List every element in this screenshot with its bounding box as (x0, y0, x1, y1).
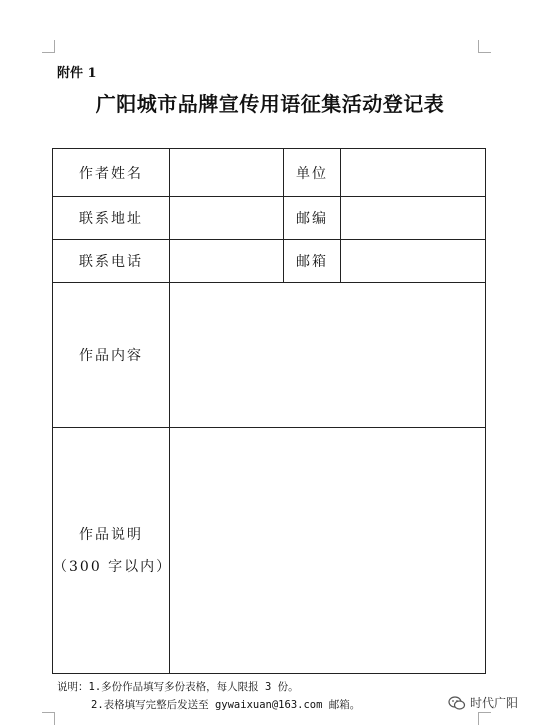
address-label: 联系地址 (53, 197, 170, 240)
content-field[interactable] (170, 283, 486, 428)
watermark-text: 时代广阳 (470, 696, 519, 710)
postcode-label: 邮编 (284, 197, 341, 240)
attachment-label: 附件 1 (57, 66, 97, 81)
watermark (448, 694, 518, 711)
table-row (53, 283, 486, 428)
description-label-cell (53, 428, 173, 674)
description-limit: （300 字以内） (53, 558, 173, 575)
crop-mark-top-right (478, 40, 491, 53)
registration-form-table (52, 148, 486, 674)
unit-field[interactable] (341, 149, 486, 197)
content-label: 作品内容 (53, 283, 170, 428)
table-row (53, 149, 486, 197)
description-label: 作品说明 (79, 526, 143, 543)
phone-field[interactable] (170, 240, 284, 283)
email-field[interactable] (341, 240, 486, 283)
note-line-2: 2.表格填写完整后发送至 gywaixuan@163.com 邮箱。 (91, 699, 361, 711)
crop-mark-top-left (42, 40, 55, 53)
wechat-icon (448, 695, 466, 711)
unit-label: 单位 (284, 149, 341, 197)
note-line-1: 说明：1.多份作品填写多份表格，每人限报 3 份。 (57, 681, 299, 693)
author-name-field[interactable] (170, 149, 284, 197)
phone-label: 联系电话 (53, 240, 170, 283)
postcode-field[interactable] (341, 197, 486, 240)
table-row (53, 240, 486, 283)
crop-mark-bottom-left (42, 712, 55, 725)
email-label: 邮箱 (284, 240, 341, 283)
page-title: 广阳城市品牌宣传用语征集活动登记表 (95, 92, 445, 116)
table-row (53, 428, 486, 674)
address-field[interactable] (170, 197, 284, 240)
author-name-label: 作者姓名 (53, 149, 170, 197)
notes (57, 678, 360, 714)
table-row (53, 197, 486, 240)
description-field[interactable] (170, 428, 486, 674)
crop-mark-bottom-right (478, 712, 491, 725)
